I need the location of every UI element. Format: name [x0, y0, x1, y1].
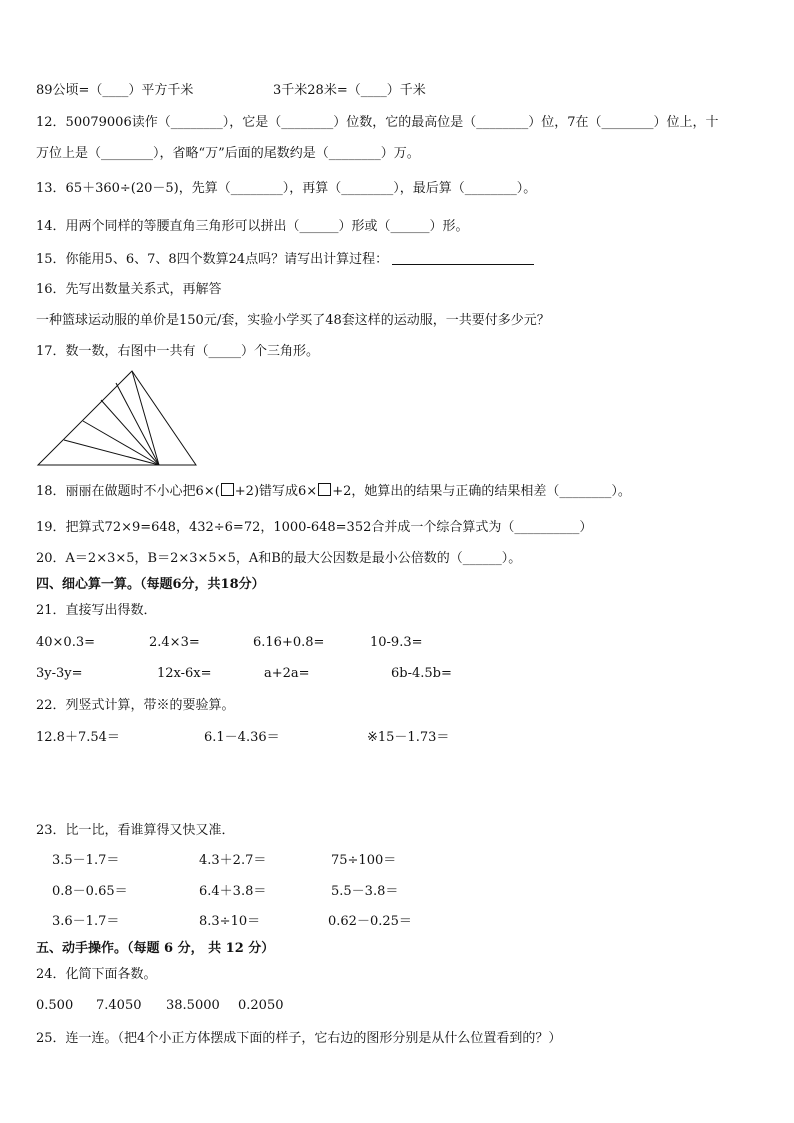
q11-part2: 3千米28米=（____）千米	[273, 83, 426, 98]
calc-row-2-b: 12x-6x=	[157, 666, 212, 681]
section-5-heading: 五、动手操作。（每题 6 分， 共 12 分）	[36, 941, 275, 956]
q12-line2: 万位上是（________），省略“万”后面的尾数约是（________）万。	[36, 146, 420, 161]
blank-box-icon	[318, 483, 331, 496]
simplify-a: 0.500	[36, 998, 74, 1013]
q21: 21．直接写出得数．	[36, 603, 157, 618]
compare-row-2-c: 5.5－3.8＝	[331, 884, 399, 899]
q16: 16．先写出数量关系式，再解答	[36, 282, 222, 297]
q18-part3: +2，她算出的结果与正确的结果相差（________）。	[332, 484, 631, 499]
compare-row-2-a: 0.8－0.65＝	[52, 884, 128, 899]
triangle-figure	[36, 368, 198, 468]
q25: 25．连一连。（把4个小正方体摆成下面的样子，它右边的图形分别是从什么位置看到的？）	[36, 1031, 562, 1046]
q22: 22．列竖式计算，带※的要验算。	[36, 698, 235, 713]
calc-row-1-a: 40×0.3=	[36, 635, 96, 650]
q16-problem: 一种篮球运动服的单价是150元/套，实验小学买了48套这样的运动服，一共要付多少元？	[36, 313, 550, 328]
q17: 17．数一数，右图中一共有（_____）个三角形。	[36, 344, 320, 359]
compare-row-2-b: 6.4＋3.8＝	[199, 884, 267, 899]
section-4-heading: 四、细心算一算。（每题6分，共18分）	[36, 577, 265, 592]
simplify-b: 7.4050	[96, 998, 142, 1013]
calc-row-1-c: 6.16+0.8=	[253, 635, 325, 650]
calc-row-2-c: a+2a=	[264, 666, 310, 681]
q20: 20．A＝2×3×5，B＝2×3×5×5，A和B的最大公因数是最小公倍数的（______）。	[36, 551, 522, 566]
q24: 24．化简下面各数。	[36, 967, 157, 982]
blank-box-icon	[221, 483, 234, 496]
vertical-calc-b: 6.1－4.36＝	[204, 730, 280, 745]
q15-text: 15．你能用5、6、7、8四个数算24点吗？请写出计算过程：	[36, 252, 389, 267]
compare-row-3-c: 0.62－0.25＝	[328, 914, 412, 929]
vertical-calc-c: ※15－1.73＝	[367, 730, 450, 745]
calc-row-2-a: 3y-3y=	[36, 666, 83, 681]
q12-line1: 12．50079006读作（________），它是（________）位数，它的最高位是（________）位，7在（________）位上，十	[36, 115, 719, 130]
q13: 13．65＋360÷(20－5)，先算（________），再算（________），最后算（________）。	[36, 181, 537, 196]
q11-part1: 89公顷=（____）平方千米	[36, 83, 194, 98]
q23: 23．比一比，看谁算得又快又准．	[36, 823, 235, 838]
q15	[36, 250, 534, 269]
calc-row-1-b: 2.4×3=	[149, 635, 200, 650]
vertical-calc-a: 12.8＋7.54＝	[36, 730, 120, 745]
q18	[36, 483, 631, 501]
q19: 19．把算式72×9=648，432÷6=72，1000-648=352合并成一个综合算式为（__________）	[36, 520, 593, 535]
q14: 14．用两个同样的等腰直角三角形可以拼出（______）形或（______）形。	[36, 219, 469, 234]
simplify-d: 0.2050	[238, 998, 284, 1013]
q15-answer-line	[392, 250, 534, 265]
calc-row-1-d: 10-9.3=	[370, 635, 423, 650]
compare-row-3-b: 8.3÷10＝	[199, 914, 261, 929]
compare-row-1-c: 75÷100＝	[331, 853, 397, 868]
inner-line-5	[64, 440, 159, 465]
q18-part2: +2)错写成6×	[234, 484, 318, 499]
q18-part1: 18．丽丽在做题时不小心把6×(	[36, 484, 220, 499]
inner-line-1	[132, 371, 159, 465]
compare-row-1-b: 4.3＋2.7＝	[199, 853, 267, 868]
calc-row-2-d: 6b-4.5b=	[391, 666, 452, 681]
simplify-c: 38.5000	[166, 998, 220, 1013]
compare-row-3-a: 3.6－1.7＝	[52, 914, 120, 929]
compare-row-1-a: 3.5－1.7＝	[52, 853, 120, 868]
